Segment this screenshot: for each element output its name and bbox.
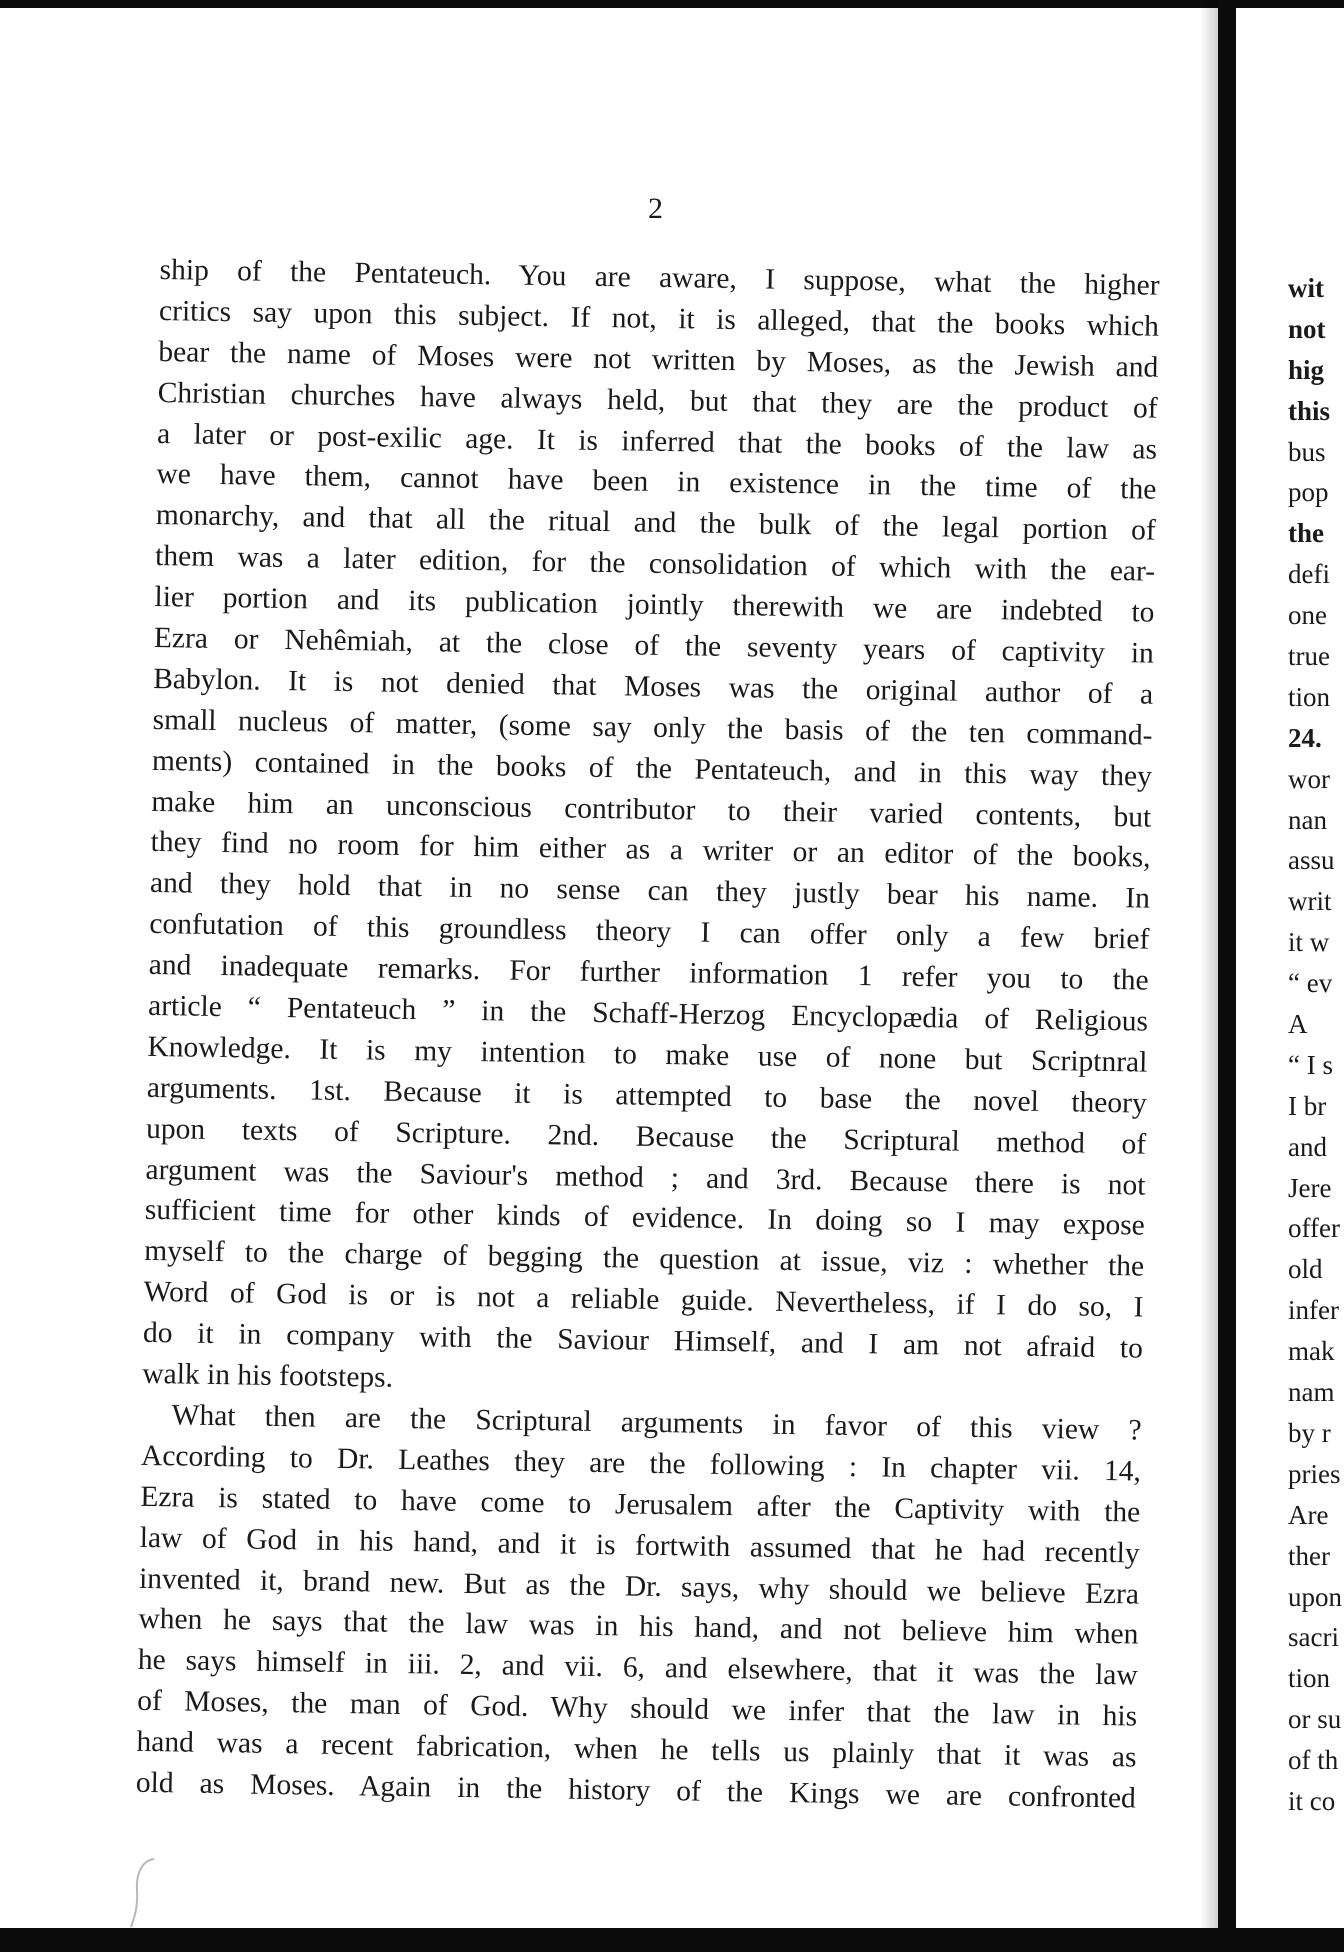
scan-top-edge xyxy=(0,0,1344,8)
facing-page-fragment: it co xyxy=(1288,1785,1336,1816)
text-line: Babylon. It is not denied that Moses was the original author of a xyxy=(153,662,1154,711)
facing-page-fragment: ther xyxy=(1288,1540,1330,1571)
text-line: sufficient time for other kinds of evidence. In doing so I may expose xyxy=(144,1194,1146,1243)
facing-page-fragment: infer xyxy=(1288,1295,1339,1326)
text-line: and inadequate remarks. For further information 1 refer you to the xyxy=(148,949,1149,997)
text-line: monarchy, and that all the ritual and the bulk of the legal portion of xyxy=(155,499,1156,548)
facing-page-fragment: of th xyxy=(1288,1745,1339,1776)
facing-page-fragment: A xyxy=(1288,1009,1308,1040)
facing-page-fragment: defi xyxy=(1288,559,1330,590)
text-line: Christian churches have always held, but that they are the product of xyxy=(157,376,1158,425)
text-line: ments) contained in the books of the Pentateuch, and in this way they xyxy=(151,744,1153,793)
text-line: we have them, cannot have been in existence in the time of the xyxy=(156,458,1157,507)
text-line: and they hold that in no sense can they justly bear his name. In xyxy=(149,867,1151,915)
facing-page-fragment: “ I s xyxy=(1288,1049,1333,1080)
text-line: make him an unconscious contributor to their varied contents, but xyxy=(151,785,1152,834)
text-line: Ezra or Nehêmiah, at the close of the seventy years of captivity in xyxy=(153,621,1155,670)
text-line: argument was the Saviour's method ; and 3rd. Because there is not xyxy=(145,1153,1146,1202)
facing-page-fragment: it w xyxy=(1288,927,1330,958)
text-line: According to Dr. Leathes they are the following : In chapter vii. 14, xyxy=(140,1439,1142,1488)
text-line: invented it, brand new. But as the Dr. says, why should we believe Ezra xyxy=(138,1562,1140,1611)
facing-page-fragment: and xyxy=(1288,1131,1327,1162)
facing-page-fragment: wor xyxy=(1288,763,1330,794)
facing-page-fragment: assu xyxy=(1288,845,1335,876)
facing-page-fragment: true xyxy=(1288,641,1330,672)
text-line: law of God in his hand, and it is fortwith assumed that he had recently xyxy=(139,1521,1140,1570)
facing-page-fragment: wit xyxy=(1288,273,1324,303)
text-line: bear the name of Moses were not written by Moses, as the Jewish and xyxy=(158,335,1159,384)
text-line: Ezra is stated to have come to Jerusalem after the Captivity with the xyxy=(140,1480,1141,1529)
facing-page-fragment: bus xyxy=(1288,436,1326,467)
facing-page-fragment: not xyxy=(1288,313,1326,344)
text-line: myself to the charge of begging the question at issue, viz : whether the xyxy=(144,1235,1145,1283)
facing-page-fragment: pries xyxy=(1288,1458,1341,1489)
facing-page-fragment: pop xyxy=(1288,477,1329,508)
facing-page-fragment: or su xyxy=(1288,1704,1342,1735)
page-number: 2 xyxy=(648,192,663,225)
facing-page-fragment: 24. xyxy=(1288,722,1322,753)
facing-page-fragment: nan xyxy=(1288,804,1327,835)
facing-page-fragment: Jere xyxy=(1288,1172,1332,1203)
text-line: hand was a recent fabrication, when he tells us plainly that it was as xyxy=(136,1725,1137,1774)
text-line: do it in company with the Saviour Himself, and I am not afraid to xyxy=(142,1317,1144,1365)
text-line: old as Moses. Again in the history of the Kings we are confronted xyxy=(135,1766,1137,1815)
text-line: upon texts of Scripture. 2nd. Because the Scriptural method of xyxy=(145,1112,1147,1161)
facing-page-fragment: “ ev xyxy=(1288,968,1333,999)
text-line: What then are the Scriptural arguments in favor of this view ? xyxy=(171,1399,1142,1447)
text-line: them was a later edition, for the consolidation of which with the ear- xyxy=(154,540,1156,588)
text-line: small nucleus of matter, (some say only the basis of the ten command- xyxy=(152,703,1153,752)
facing-page-fragment: I br xyxy=(1288,1090,1327,1121)
text-line: of Moses, the man of God. Why should we infer that the law in his xyxy=(136,1684,1138,1733)
facing-page-fragment: Are xyxy=(1288,1499,1329,1530)
facing-page-fragment: nam xyxy=(1288,1377,1335,1408)
facing-page-fragments xyxy=(1288,268,1344,1822)
facing-page-fragment: the xyxy=(1288,518,1324,549)
facing-page-fragment: offer xyxy=(1288,1213,1340,1244)
text-line: when he says that the law was in his hand, and not believe him when xyxy=(138,1603,1139,1651)
facing-page-fragment: old xyxy=(1288,1254,1323,1285)
facing-page-fragment: upon xyxy=(1288,1581,1342,1612)
facing-page-fragment: tion xyxy=(1288,1663,1331,1694)
facing-page-fragment: mak xyxy=(1288,1336,1335,1367)
text-line: he says himself in iii. 2, and vii. 6, and elsewhere, that it was the law xyxy=(137,1644,1138,1692)
page-gutter-shadow xyxy=(1200,0,1218,1952)
facing-page-fragment: hig xyxy=(1288,354,1325,385)
pencil-mark xyxy=(128,1855,158,1930)
facing-page-fragment: writ xyxy=(1288,886,1332,917)
facing-page-fragment: sacri xyxy=(1288,1622,1339,1653)
text-line: arguments. 1st. Because it is attempted to base the novel theory xyxy=(146,1071,1147,1120)
facing-page-fragment: by r xyxy=(1288,1417,1331,1448)
facing-page-fragment: this xyxy=(1288,395,1331,426)
main-text-column xyxy=(136,250,1160,1819)
text-line: critics say upon this subject. If not, it is alleged, that the books which xyxy=(158,294,1160,343)
text-line: Word of God is or is not a reliable guide. Nevertheless, if I do so, I xyxy=(143,1276,1144,1324)
text-line: article “ Pentateuch ” in the Schaff-Herzog Encyclopædia of Religious xyxy=(147,989,1149,1038)
text-line: lier portion and its publication jointly therewith we are indebted to xyxy=(154,581,1155,629)
text-line: Knowledge. It is my intention to make use of none but Scriptnral xyxy=(147,1030,1148,1079)
text-line: a later or post-exilic age. It is inferred that the books of the law as xyxy=(156,417,1158,466)
text-line: confutation of this groundless theory I can offer only a few brief xyxy=(149,908,1150,956)
text-line: walk in his footsteps. xyxy=(142,1357,394,1394)
scan-bottom-edge xyxy=(0,1928,1344,1952)
text-line: ship of the Pentateuch. You are aware, I suppose, what the higher xyxy=(159,253,1160,302)
book-gutter xyxy=(1218,0,1236,1952)
text-line: they find no room for him either as a writer or an editor of the books, xyxy=(150,826,1151,875)
facing-page-fragment: tion xyxy=(1288,681,1331,712)
facing-page-fragment: one xyxy=(1288,600,1327,631)
